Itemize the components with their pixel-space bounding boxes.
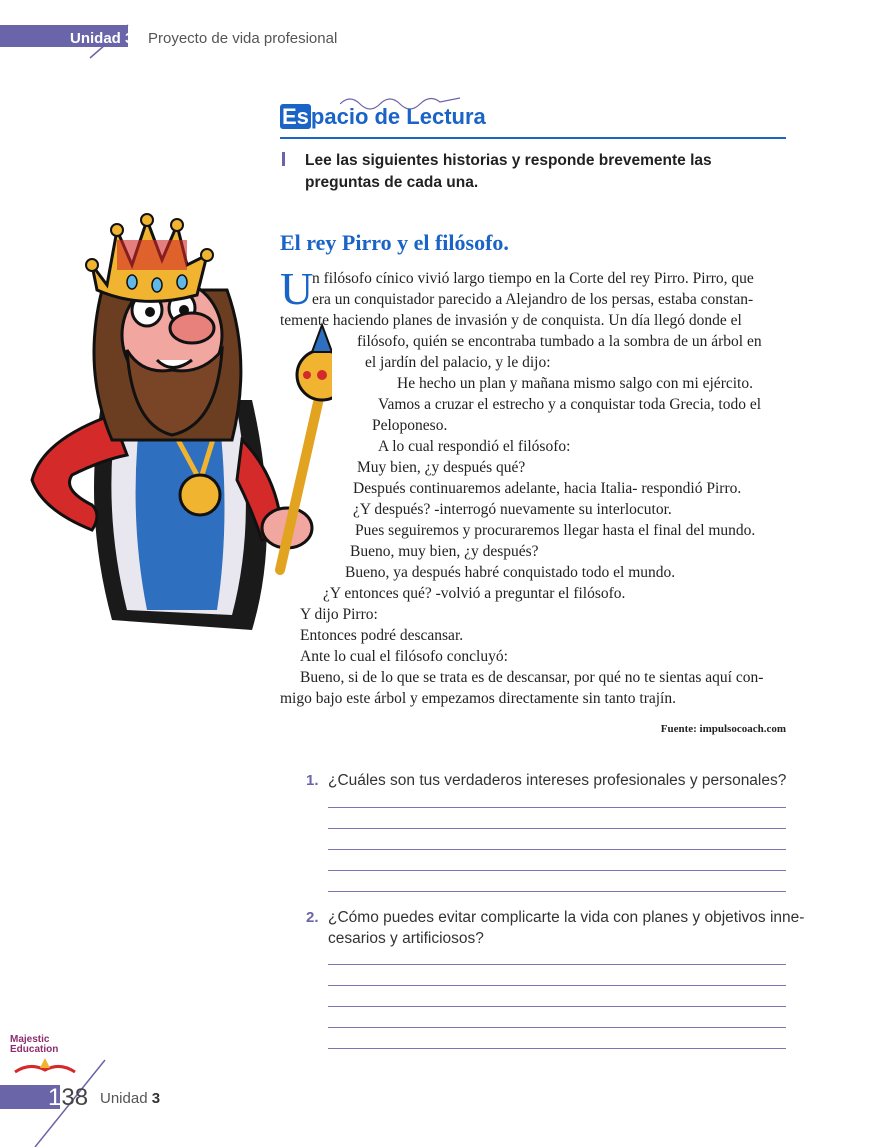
page-number: 138	[48, 1084, 89, 1111]
story-line: Bueno, ya después habré conquistado todo el mundo.	[345, 564, 676, 581]
header-unit-label: Unidad 3.	[70, 30, 138, 47]
story-line: era un conquistador parecido a Alejandro de los persas, estaba constan-	[312, 291, 754, 308]
story-line: temente haciendo planes de invasión y de conquista. Un día llegó donde el	[280, 312, 742, 329]
story-line: el jardín del palacio, y le dijo:	[365, 354, 551, 371]
story-line: Pues seguiremos y procuraremos llegar hasta el final del mundo.	[355, 522, 756, 539]
story-dropcap: U	[280, 263, 314, 314]
story-line: filósofo, quién se encontraba tumbado a la sombra de un árbol en	[357, 333, 762, 350]
story-line: Peloponeso.	[372, 417, 448, 434]
instruction-marker	[282, 152, 285, 166]
story-line: ¿Y entonces qué? -volvió a preguntar el filósofo.	[323, 585, 626, 602]
story-line: n filósofo cínico vivió largo tiempo en la Corte del rey Pirro. Pirro, que	[312, 270, 754, 287]
question-1-number: 1.	[306, 772, 319, 789]
header-unit-title: Proyecto de vida profesional	[148, 30, 338, 47]
answer-line[interactable]	[328, 849, 786, 850]
story-source: Fuente: impulsocoach.com	[660, 723, 786, 735]
answer-line[interactable]	[328, 964, 786, 965]
section-rule	[280, 137, 786, 139]
answer-line[interactable]	[328, 891, 786, 892]
story-line: ¿Y después? -interrogó nuevamente su interlocutor.	[353, 501, 672, 518]
question-2-text-line1: ¿Cómo puedes evitar complicarte la vida con planes y objetivos inne-	[328, 909, 805, 926]
section-badge: Espacio de Lectura	[282, 104, 486, 129]
story-line: A lo cual respondió el filósofo:	[378, 438, 571, 455]
question-2-text-line2: cesarios y artificiosos?	[328, 930, 484, 947]
section-heading	[280, 98, 786, 138]
answer-line[interactable]	[328, 807, 786, 808]
story-title: El rey Pirro y el filósofo.	[280, 230, 509, 255]
question-1-text: ¿Cuáles son tus verdaderos intereses profesionales y personales?	[328, 772, 787, 789]
publisher-logo: Majestic Education	[10, 1030, 80, 1076]
instruction-text: Lee las siguientes historias y responde brevemente las preguntas de cada una.	[305, 152, 712, 191]
answer-line[interactable]	[328, 1027, 786, 1028]
answer-line[interactable]	[328, 828, 786, 829]
question-2-number: 2.	[306, 909, 319, 926]
story-line: migo bajo este árbol y empezamos directamente sin tanto trajín.	[280, 690, 676, 707]
story-line: He hecho un plan y mañana mismo salgo con mi ejército.	[397, 375, 753, 392]
story-line: Vamos a cruzar el estrecho y a conquistar toda Grecia, todo el	[378, 396, 762, 413]
answer-line[interactable]	[328, 870, 786, 871]
story-line: Después continuaremos adelante, hacia Italia- respondió Pirro.	[353, 480, 742, 497]
story-line: Y dijo Pirro:	[300, 606, 378, 623]
answer-line[interactable]	[328, 1006, 786, 1007]
answer-line[interactable]	[328, 1048, 786, 1049]
story-line: Muy bien, ¿y después qué?	[357, 459, 526, 476]
footer-unit: Unidad 3	[100, 1090, 161, 1107]
story-line: Bueno, si de lo que se trata es de descansar, por qué no te sientas aquí con-	[300, 669, 764, 686]
story-line: Entonces podré descansar.	[300, 627, 464, 644]
story-line: Bueno, muy bien, ¿y después?	[350, 543, 539, 560]
story-line: Ante lo cual el filósofo concluyó:	[300, 648, 508, 665]
answer-line[interactable]	[328, 985, 786, 986]
